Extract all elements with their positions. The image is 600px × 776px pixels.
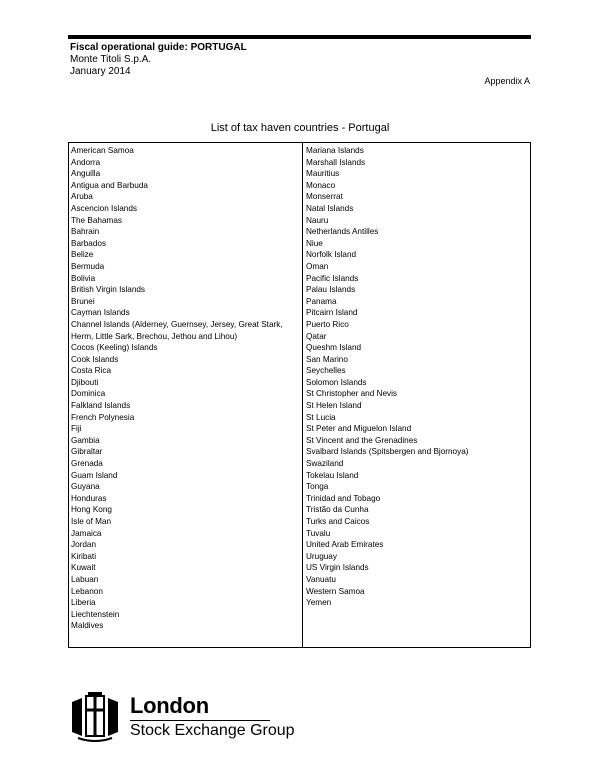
list-item: Channel Islands (Alderney, Guernsey, Jersey, Great Stark, (71, 319, 283, 329)
logo-rule (130, 720, 270, 721)
list-item: Liechtenstein (71, 609, 120, 619)
list-item: Belize (71, 250, 94, 260)
list-item: Tonga (306, 482, 329, 492)
list-item: St Christopher and Nevis (306, 389, 398, 399)
list-title: List of tax haven countries - Portugal (210, 122, 390, 134)
list-item: Falkland Islands (71, 401, 131, 411)
list-item: Panama (306, 296, 337, 306)
column-divider (302, 143, 303, 647)
list-item: Tuvalu (306, 528, 331, 538)
list-item: Cook Islands (71, 354, 119, 364)
list-item: Brunei (71, 296, 95, 306)
list-item: Bahrain (71, 227, 100, 237)
list-item: Isle of Man (71, 517, 112, 526)
document-date: January 2014 (70, 66, 131, 77)
list-item: Andorra (71, 157, 101, 167)
list-item: Guyana (71, 482, 100, 492)
left-column (71, 145, 301, 632)
list-item: Netherlands Antilles (306, 227, 379, 237)
list-item: St Helen Island (306, 401, 362, 411)
list-item: Dominica (71, 389, 106, 399)
list-item: Svalbard Islands (Spitsbergen and Bjornoya) (306, 447, 469, 457)
list-item: Cayman Islands (71, 308, 130, 318)
list-item: Kiribati (71, 551, 97, 561)
list-item: Labuan (71, 574, 99, 584)
list-item: San Marino (306, 354, 348, 364)
list-item: Costa Rica (71, 366, 112, 376)
list-item: Monserrat (306, 192, 343, 202)
list-item: Gibraltar (71, 447, 103, 457)
list-item: Pacific Islands (306, 273, 359, 283)
list-item: Vanuatu (306, 574, 336, 584)
list-item: American Samoa (71, 146, 134, 155)
list-item: Ascencion Islands (71, 203, 137, 213)
list-item: Western Samoa (306, 586, 365, 596)
list-item: Yemen (306, 598, 332, 608)
list-item: French Polynesia (71, 412, 135, 422)
list-item: The Bahamas (71, 215, 122, 225)
list-item: Pitcairn Island (306, 308, 358, 318)
list-item: Maldives (71, 621, 104, 631)
list-item: Queshm Island (306, 343, 362, 353)
list-item: Trinidad and Tobago (306, 493, 381, 503)
list-item: Liberia (71, 598, 96, 608)
document-title: Fiscal operational guide: PORTUGAL (70, 42, 247, 53)
list-item: Antigua and Barbuda (71, 180, 148, 190)
lseg-logo (68, 690, 308, 746)
logo-word-london: London (130, 693, 209, 718)
list-item: Solomon Islands (306, 377, 367, 387)
list-item: Hong Kong (71, 505, 112, 515)
list-item: Puerto Rico (306, 319, 349, 329)
list-item: Uruguay (306, 551, 337, 561)
list-item: Grenada (71, 459, 103, 469)
crest-icon (68, 692, 122, 744)
tax-haven-table (68, 142, 531, 648)
list-item: Turks and Caicos (306, 517, 370, 526)
list-item: Kuwait (71, 563, 96, 573)
list-item: Aruba (71, 192, 93, 202)
list-item: Fiji (71, 424, 82, 434)
list-item: Jordan (71, 540, 97, 550)
logo-word-group: Stock Exchange Group (130, 722, 295, 739)
list-item: Bolivia (71, 273, 96, 283)
list-item: Oman (306, 261, 329, 271)
appendix-label: Appendix A (484, 76, 530, 86)
header-rule (68, 35, 531, 39)
list-item: Barbados (71, 238, 107, 248)
list-item: Niue (306, 238, 323, 248)
list-item: Monaco (306, 180, 336, 190)
list-item: Guam Island (71, 470, 118, 480)
list-item: Natal Islands (306, 203, 354, 213)
list-item: Nauru (306, 215, 329, 225)
company-name: Monte Titoli S.p.A. (70, 54, 152, 65)
list-item: St Peter and Miguelon Island (306, 424, 412, 434)
list-item: United Arab Emirates (306, 540, 384, 550)
list-item: Honduras (71, 493, 107, 503)
list-item: Swaziland (306, 459, 344, 469)
list-item: Lebanon (71, 586, 103, 596)
list-item: Gambia (71, 435, 100, 445)
list-item: Bermuda (71, 261, 105, 271)
list-item: Marshall Islands (306, 157, 366, 167)
list-item: Mauritius (306, 169, 340, 179)
list-item: Seychelles (306, 366, 346, 376)
list-item: US Virgin Islands (306, 563, 369, 573)
list-item: Djibouti (71, 377, 99, 387)
list-item: Jamaica (71, 528, 102, 538)
list-item: Tristão da Cunha (306, 505, 369, 515)
list-item: British Virgin Islands (71, 285, 146, 295)
list-item: St Vincent and the Grenadines (306, 435, 418, 445)
list-item: Palau Islands (306, 285, 356, 295)
right-column (306, 145, 528, 609)
list-item: Norfolk Island (306, 250, 357, 260)
list-item: Tokelau Island (306, 470, 359, 480)
list-item: Anguilla (71, 169, 101, 179)
list-item: Qatar (306, 331, 327, 341)
list-item: Herm, Little Sark, Brechou, Jethou and Lihou) (71, 331, 238, 341)
list-item: Mariana Islands (306, 146, 364, 155)
list-item: Cocos (Keeling) Islands (71, 343, 158, 353)
list-item: St Lucia (306, 412, 336, 422)
